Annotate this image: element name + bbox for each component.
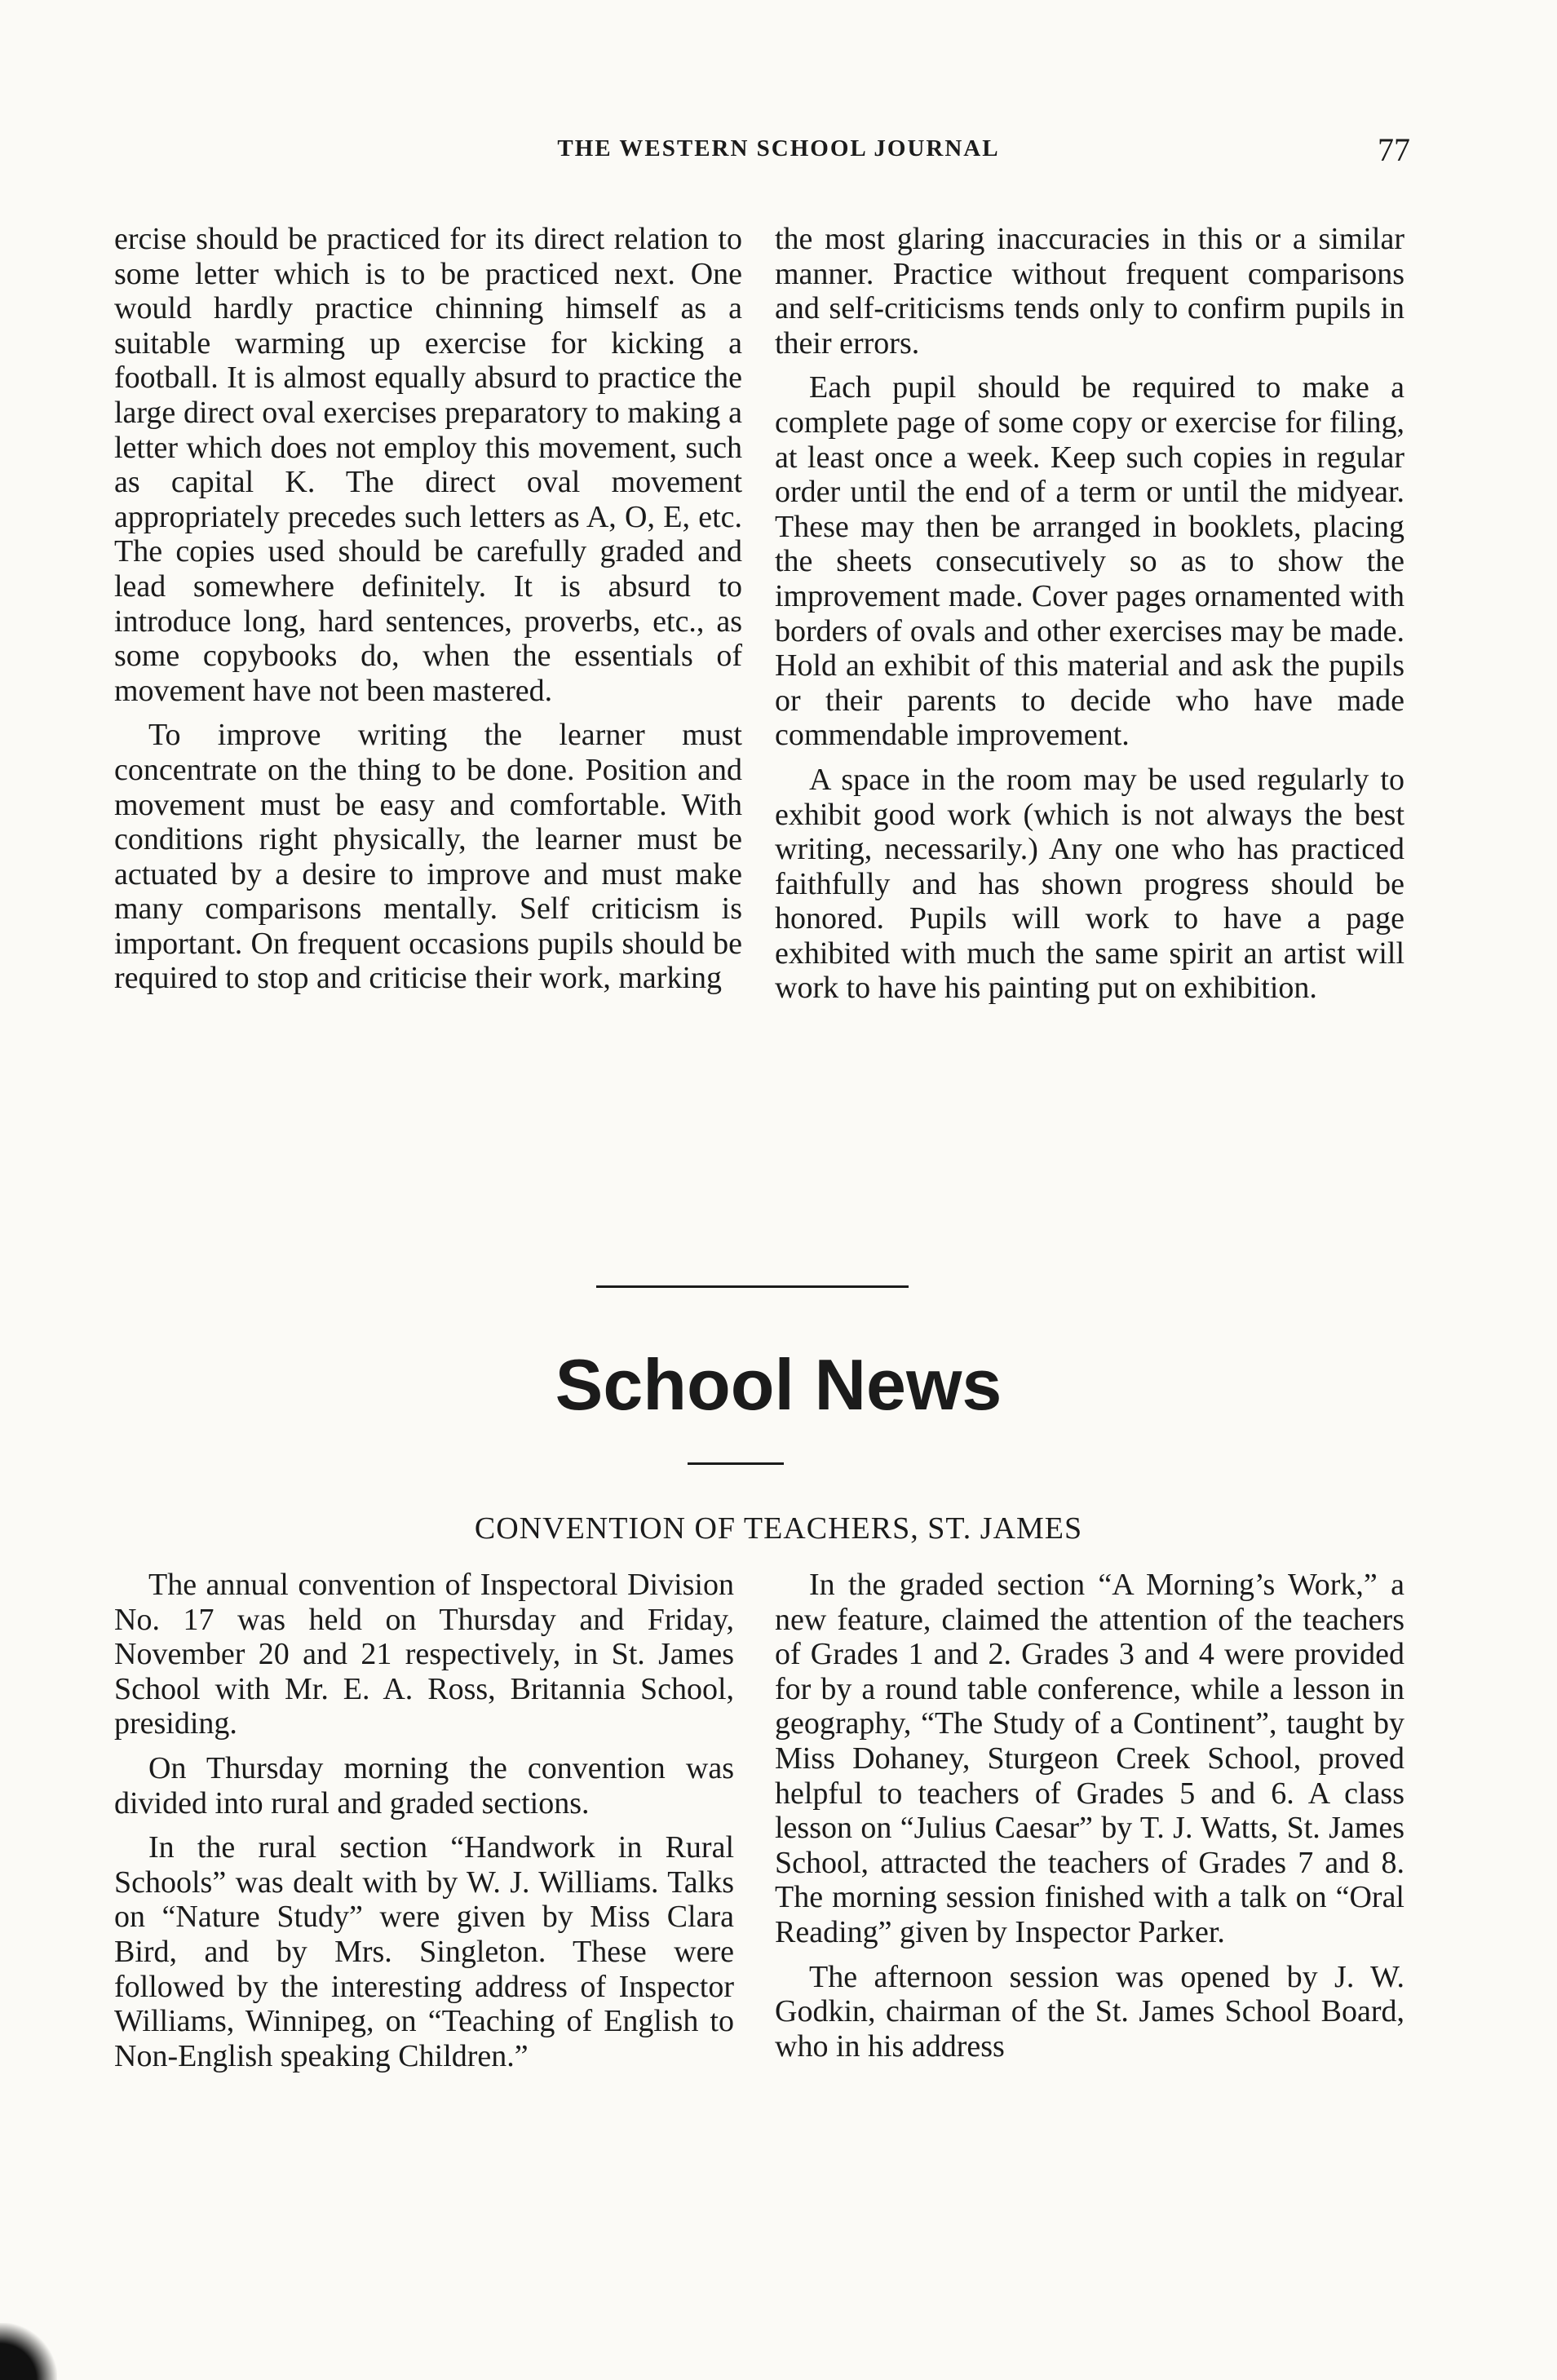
paragraph: Each pupil should be required to make a complete page of some copy or exercise for filing, at least once a week. Keep such copies in regular order until the end of a term or until the midyear. These may then be arranged in booklets, placing the sheets consecutively so as to show the improvement made. Cover pages ornamented with borders of ovals and other exercises may be made. Hold an exhibit of this material and ask the pupils or their parents to decide who have made commendable improvement. xyxy=(775,370,1404,753)
paragraph: To improve writing the learner must concentrate on the thing to be done. Position and movement must be easy and comfortable. With conditions right physically, the learner must be actuated by a desire to improve and must make many comparisons mentally. Self criticism is important. On frequent occasions pupils should be required to stop and criticise their work, marking xyxy=(114,718,742,996)
running-title: THE WESTERN SCHOOL JOURNAL xyxy=(557,135,1000,161)
paragraph: In the rural section “Handwork in Rural Schools” was dealt with by W. J. Williams. Talks on “Nature Study” were given by Miss Clara Bird, and by Mrs. Singleton. These were followed by the interesting address of Inspector Williams, Winnipeg, on “Teaching of English to Non-English speaking Children.” xyxy=(114,1830,734,2073)
binding-shadow xyxy=(0,2323,57,2380)
paragraph: In the graded section “A Morning’s Work,” a new feature, claimed the attention of the teachers of Grades 1 and 2. Grades 3 and 4 were provided for by a round table conference, while a lesson in geography, “The Study of a Continent”, taught by Miss Dohaney, Sturgeon Creek School, proved helpful to teachers of Grades 5 and 6. A class lesson on “Julius Caesar” by T. J. Watts, St. James School, attracted the teachers of Grades 7 and 8. The morning session finished with a talk on “Oral Reading” given by Inspector Parker. xyxy=(775,1568,1404,1949)
section-title: School News xyxy=(555,1344,1002,1425)
title-underline xyxy=(688,1462,784,1465)
paragraph: ercise should be practiced for its direct relation to some letter which is to be practiced next. One would hardly practice chinning himself as a suitable warming up exercise for kicking a football. It is almost equally absurd to practice the large direct oval exercises preparatory to making a letter which does not employ this movement, such as capital K. The direct oval movement appropriately precedes such letters as A, O, E, etc. The copies used should be carefully graded and lead somewhere definitely. It is absurd to introduce long, hard sentences, proverbs, etc., as some copybooks do, when the essentials of movement have not been mastered. xyxy=(114,222,742,708)
paragraph: On Thursday morning the convention was divided into rural and graded sections. xyxy=(114,1750,734,1820)
paragraph: The annual convention of Inspectoral Division No. 17 was held on Thursday and Friday, November 20 and 21 respectively, in St. James School with Mr. E. A. Ross, Britannia School, presiding. xyxy=(114,1568,734,1741)
article-title: CONVENTION OF TEACHERS, ST. JAMES xyxy=(474,1511,1083,1546)
page-header xyxy=(0,131,1557,171)
column-top-left xyxy=(114,222,742,1006)
paragraph: the most glaring inaccuracies in this or a similar manner. Practice without frequent comparisons and self-criticisms tends only to confirm pupils in their errors. xyxy=(775,222,1404,361)
column-top-right xyxy=(775,222,1404,1015)
section-divider xyxy=(596,1285,909,1288)
page-number: 77 xyxy=(1378,131,1410,168)
paragraph: The afternoon session was opened by J. W. Godkin, chairman of the St. James School Board, who in his address xyxy=(775,1959,1404,2064)
paragraph: A space in the room may be used regularly to exhibit good work (which is not always the best writing, necessarily.) Any one who has practiced faithfully and has shown progress should be honored. Pupils will work to have a page exhibited with much the same spirit an artist will work to have his painting put on exhibition. xyxy=(775,762,1404,1006)
column-bottom-left xyxy=(114,1568,734,2083)
column-bottom-right xyxy=(775,1568,1404,2073)
